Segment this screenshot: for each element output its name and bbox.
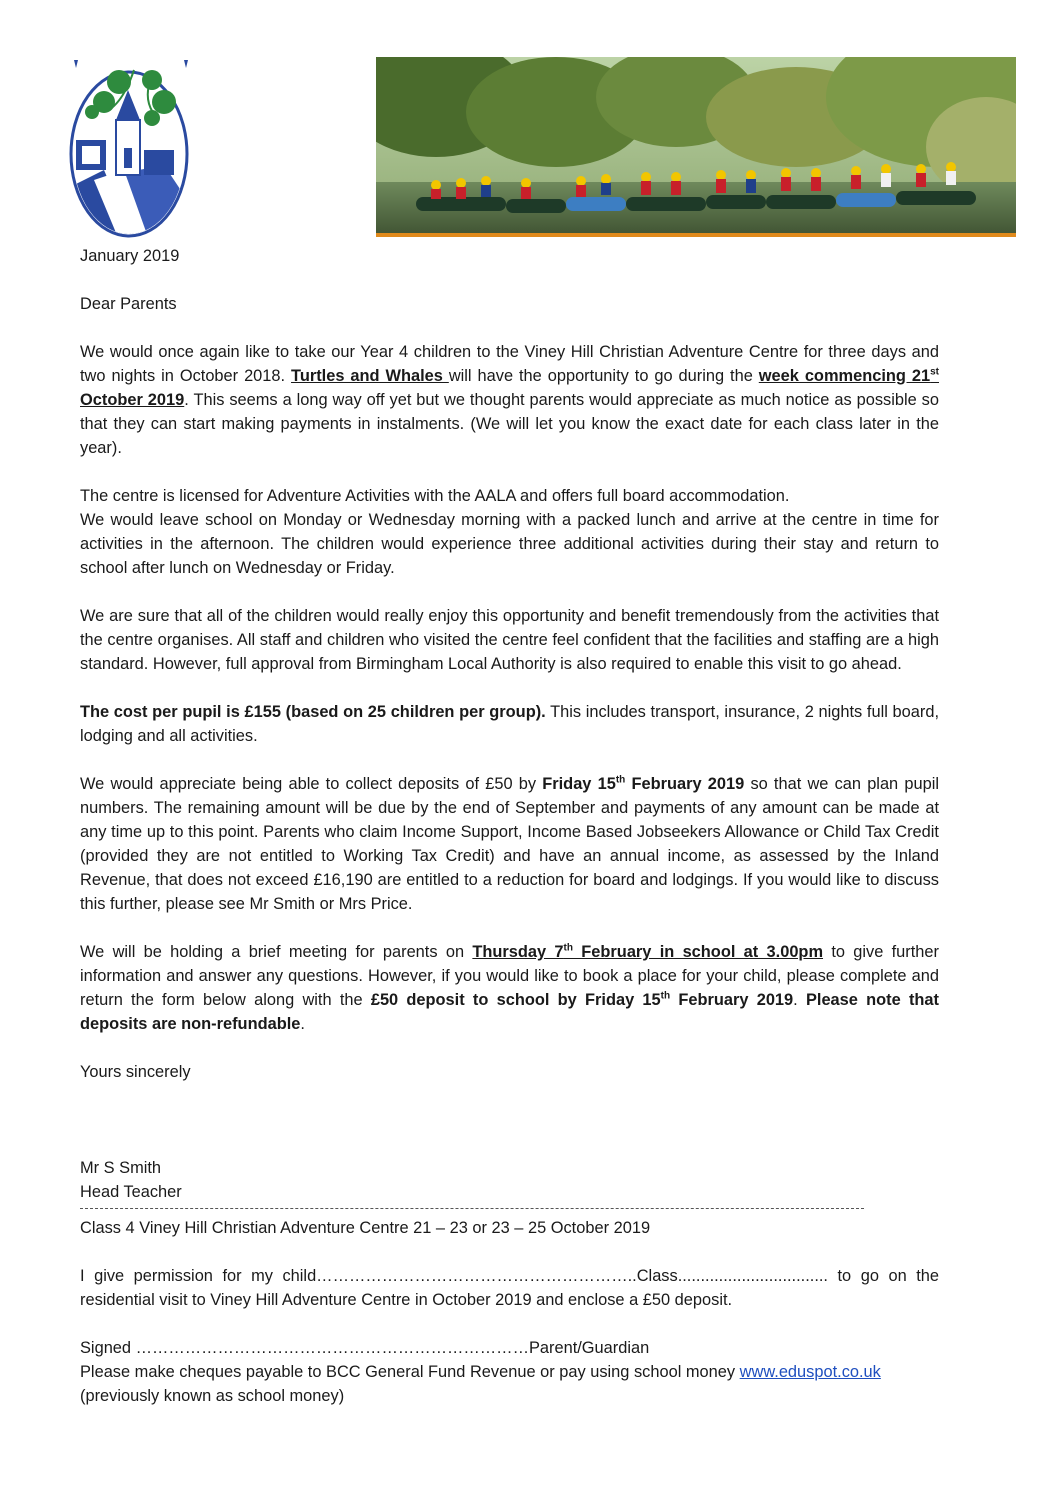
closing: Yours sincerely <box>80 1063 191 1081</box>
tear-off-line <box>80 1208 864 1209</box>
form-previously: (previously known as school money) <box>80 1387 345 1405</box>
cost-highlight: The cost per pupil is £155 (based on 25 children per group). <box>80 703 546 721</box>
week-highlight: week commencing 21st October 2019 <box>80 366 939 409</box>
paragraph-travel: We would leave school on Monday or Wednesday morning with a packed lunch and arrive at the centre in time for activities in the afternoon. The children would experience three additional activities during their stay and return to school after lunch on Wednesday or Friday. <box>80 511 939 577</box>
deposit-highlight: £50 deposit to school by Friday 15th February 2019 <box>370 990 794 1009</box>
signatory-name: Mr S Smith <box>80 1159 162 1177</box>
form-cheques: Please make cheques payable to BCC General Fund Revenue or pay using school money www.eduspot.co.uk <box>80 1363 881 1381</box>
paragraph-cost: The cost per pupil is £155 (based on 25 children per group). This includes transport, insurance, 2 nights full board, lodging and all activities. <box>80 703 939 745</box>
paragraph-meeting: We will be holding a brief meeting for parents on Thursday 7th February in school at 3.00pm to give further information and answer any questions. However, if you would like to book a place for your child, please complete and return the form below along with the £50 deposit to school by Friday 15th February 2019. Please note that deposits are non-refundable. <box>80 942 939 1033</box>
deposit-date-highlight: Friday 15th February 2019 <box>542 774 745 793</box>
school-logo <box>64 60 194 240</box>
form-signed: Signed ………………………………………………………………Parent/Guardian <box>80 1339 650 1357</box>
non-refundable-note: Please note that deposits are non-refundable <box>80 991 939 1033</box>
letter-date: January 2019 <box>80 247 180 265</box>
classes-highlight: Turtles and Whales <box>291 367 449 385</box>
letter-body <box>80 244 939 1408</box>
form-heading: Class 4 Viney Hill Christian Adventure Centre 21 – 23 or 23 – 25 October 2019 <box>80 1219 651 1237</box>
salutation: Dear Parents <box>80 295 177 313</box>
signature-space <box>80 1084 939 1156</box>
eduspot-link[interactable]: www.eduspot.co.uk <box>739 1363 881 1381</box>
header-photo-canoeing <box>376 57 1016 237</box>
signatory-title: Head Teacher <box>80 1183 182 1201</box>
paragraph-deposits: We would appreciate being able to collect deposits of £50 by Friday 15th February 2019 so that we can plan pupil numbers. The remaining amount will be due by the end of September and payments of any amount can be made at any time up to this point. Parents who claim Income Support, Income Based Jobseekers Allowance or Child Tax Credit (provided they are not entitled to Working Tax Credit) and have an annual income, as assessed by the Inland Revenue, that does not exceed £16,190 are entitled to a reduction for board and lodgings. If you would like to discuss this further, please see Mr Smith or Mrs Price. <box>80 774 939 913</box>
paragraph-benefits: We are sure that all of the children would really enjoy this opportunity and benefit tremendously from the activities that the centre organises. All staff and children who visited the centre feel confident that the facilities and staffing are a high standard. However, full approval from Birmingham Local Authority is also required to enable this visit to go ahead. <box>80 607 939 673</box>
paragraph-centre-licence: The centre is licensed for Adventure Activities with the AALA and offers full board accommodation. <box>80 487 790 505</box>
form-permission: I give permission for my child…………………………………………………..Class................................. to go on the residential visit to Viney Hill Adventure Centre in October 2019 and enclose a £50 deposit. <box>80 1267 939 1309</box>
paragraph-trip-intro: We would once again like to take our Year 4 children to the Viney Hill Christian Adventure Centre for three days and two nights in October 2018. Turtles and Whales will have the opportunity to go during the week commencing 21st October 2019. This seems a long way off yet but we thought parents would appreciate as much notice as possible so that they can start making payments in instalments. (We will let you know the exact date for each class later in the year). <box>80 343 939 457</box>
meeting-highlight: Thursday 7th February in school at 3.00pm <box>472 942 824 961</box>
